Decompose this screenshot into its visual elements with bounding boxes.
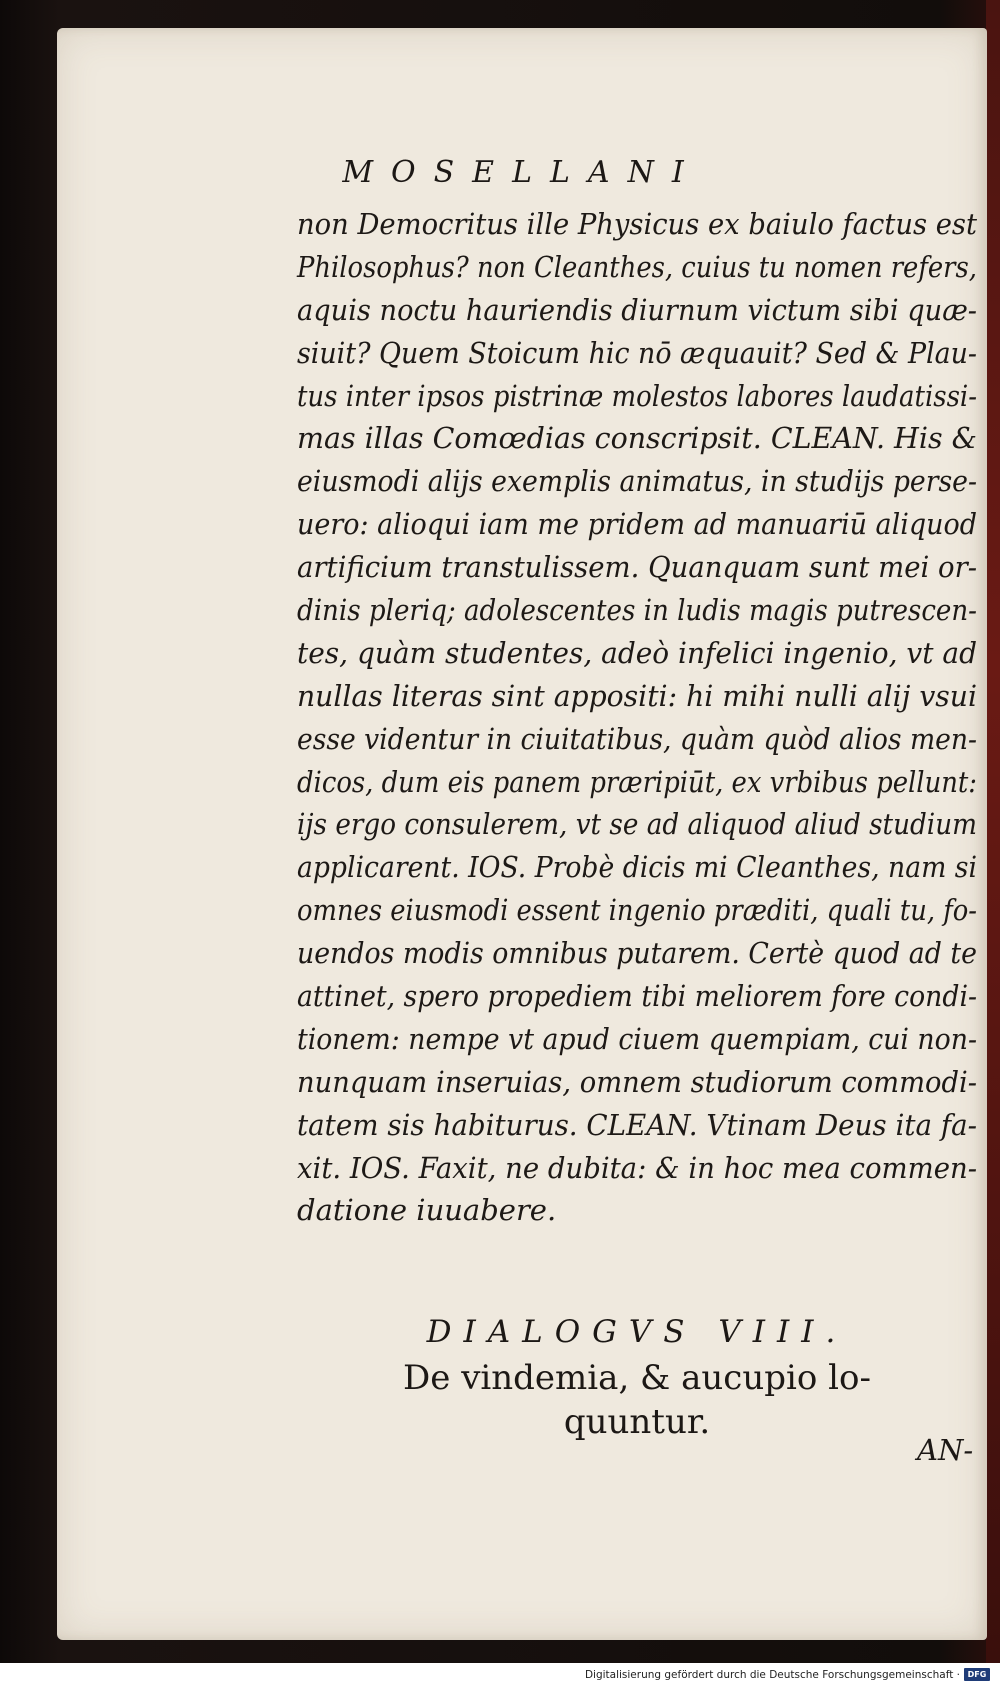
text-line: Philosophus? non Cleanthes, cuius tu nomen refers, [297, 249, 977, 284]
text-line: tus inter ipsos pistrinæ molestos labores laudatissi- [297, 378, 977, 413]
book-page [57, 28, 987, 1640]
text-line: artificium transtulissem. Quanquam sunt mei or- [297, 550, 977, 585]
text-line: tes, quàm studentes, adeò infelici ingenio, vt ad [297, 635, 977, 670]
dialogue-heading [297, 1308, 977, 1444]
text-line: tatem sis habiturus. CLEAN. Vtinam Deus ita fa- [297, 1107, 977, 1142]
text-line: attinet, spero propediem tibi meliorem fore condi- [297, 979, 977, 1014]
text-line: nullas literas sint appositi: hi mihi nulli alij vsui [297, 678, 977, 713]
text-line: uendos modis omnibus putarem. Certè quod ad te [297, 936, 977, 971]
text-line: ijs ergo consulerem, vt se ad aliquod aliud studium [297, 807, 977, 842]
text-line: tionem: nempe vt apud ciuem quempiam, cui non- [297, 1021, 977, 1056]
text-line: datione iuuabere. [297, 1193, 557, 1228]
text-line: xit. IOS. Faxit, ne dubita: & in hoc mea commen- [297, 1150, 977, 1185]
text-line: dinis pleriq; adolescentes in ludis magis putrescen- [297, 593, 977, 628]
book-spine-edge [986, 0, 1000, 1663]
body-text [297, 203, 977, 1232]
text-line: omnes eiusmodi essent ingenio præditi, quali tu, fo- [297, 893, 977, 928]
text-line: esse videntur in ciuitatibus, quàm quòd alios men- [297, 721, 977, 756]
footer-bar [0, 1663, 1000, 1691]
text-line: mas illas Comœdias conscripsit. CLEAN. His & [297, 421, 977, 456]
text-line: dicos, dum eis panem præripiūt, ex vrbibus pellunt: [297, 764, 977, 799]
text-line: applicarent. IOS. Probè dicis mi Cleanthes, nam si [297, 850, 977, 885]
catchword: AN- [917, 1433, 974, 1467]
dialogue-title-line-2: quuntur. [563, 1402, 711, 1442]
text-line: non Democritus ille Physicus ex baiulo factus est [297, 207, 977, 241]
dialogue-title-line-1: De vindemia, & aucupio lo- [403, 1358, 871, 1398]
funding-credit-text: Digitalisierung gefördert durch die Deutsche Forschungsgemeinschaft · [584, 1668, 960, 1681]
funding-credit [585, 1668, 990, 1681]
dfg-logo-icon: DFG [964, 1668, 990, 1681]
text-line: siuit? Quem Stoicum hic nō æquauit? Sed & Plau- [297, 335, 977, 370]
dialogue-number: DIALOGVS VIII. [426, 1314, 848, 1350]
text-line: eiusmodi alijs exemplis animatus, in studijs perse- [297, 464, 977, 499]
running-head: MOSELLANI [342, 155, 702, 190]
text-line: aquis noctu hauriendis diurnum victum sibi quæ- [297, 292, 977, 327]
text-line: nunquam inseruias, omnem studiorum commodi- [297, 1064, 977, 1099]
text-line: uero: alioqui iam me pridem ad manuariū aliquod [297, 507, 977, 542]
